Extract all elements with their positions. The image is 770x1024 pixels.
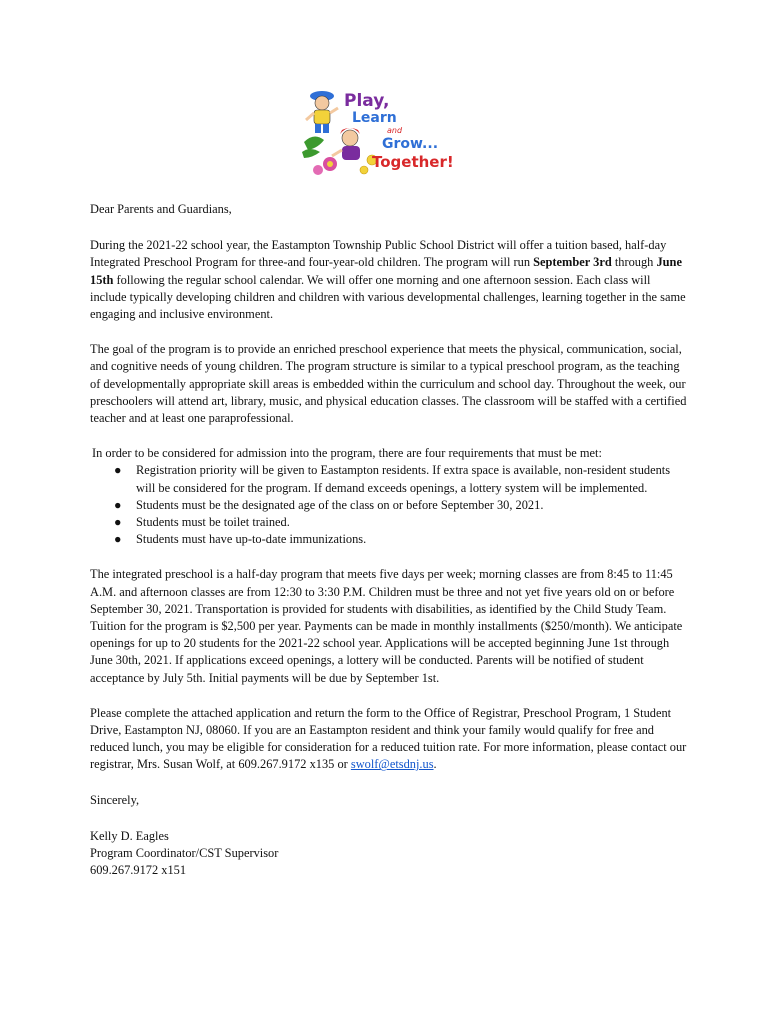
list-item [90, 497, 690, 514]
bullet-icon: ● [114, 515, 122, 530]
kids-illustration-icon [300, 90, 470, 180]
p1-text-c: following the regular school calendar. We will offer one morning and one afternoon session. Each class will include typically developing children and children with various developmental challenges, learning together in the same engaging and inclusive environment. [90, 272, 686, 322]
bullet-icon: ● [114, 463, 122, 478]
end-date: June 15th [90, 255, 682, 287]
letter-body [90, 201, 690, 880]
p1-text-a: During the 2021-22 school year, the Eastampton Township Public School District will offer a tuition based, half-day Integrated Preschool Program for three-and four-year-old children. The program will run [90, 238, 667, 270]
start-date: September 3rd [533, 255, 612, 270]
requirements-list [90, 462, 690, 548]
p1-text-b: through [611, 255, 657, 270]
salutation: Dear Parents and Guardians, [90, 202, 232, 216]
list-item [90, 514, 690, 531]
list-item [90, 462, 690, 496]
p4-text-a: Please complete the attached application and return the form to the Office of Registrar, Preschool Program, 1 Student Drive, Eastampton NJ, 08060. If you are an Eastampton resident and think your family would qualify for free and reduced lunch, you may be eligible for consideration for a reduced tuition rate. For more information, please contact our registrar, Mrs. Susan Wolf, at 609.267.9172 x135 or [90, 705, 687, 772]
preschool-logo [300, 90, 470, 180]
p4-text-b: . [433, 757, 437, 772]
paragraph-application-contact [90, 705, 690, 774]
logo-text-together: Together! [372, 153, 454, 171]
list-item [90, 531, 690, 548]
logo-text-and: and [387, 126, 403, 135]
signer-title: Program Coordinator/CST Supervisor [90, 846, 279, 861]
closing: Sincerely, [90, 792, 140, 807]
signer-name: Kelly D. Eagles [90, 828, 169, 843]
paragraph-program-overview [90, 237, 690, 323]
paragraph-schedule-tuition: The integrated preschool is a half-day program that meets five days per week; morning classes are from 8:45 to 11:45 A.M. and afternoon classes are from 12:30 to 3:30 P.M. Children must be three and not yet five years old on or before September 30, 2021. Transportation is provided for students with disabilities, as identified by the Child Study Team. Tuition for the program is $2,500 per year. Payments can be made in monthly installments ($250/month). We anticipate openings for up to 20 students for the 2021-22 school year. Applications will be accepted beginning June 1st through June 30th, 2021. If applications exceed openings, a lottery will be conducted. Parents will be notified of student acceptance by July 5th. Initial payments will be due by September 1st. [90, 567, 683, 685]
bullet-icon: ● [114, 497, 122, 512]
logo-text-learn: Learn [352, 110, 397, 126]
logo-text-grow: Grow... [382, 136, 439, 152]
paragraph-program-goal: The goal of the program is to provide an enriched preschool experience that meets the physical, communication, social, and cognitive needs of young children. The program structure is similar to a typical preschool program, as the teaching of developmentally appropriate skill areas is embedded within the curriculum and school day. Throughout the week, our preschoolers will attend art, library, music, and physical education classes. The classroom will be staffed with a certified teacher and at least one paraprofessional. [90, 342, 687, 426]
requirement-text: Students must have up-to-date immunizations. [136, 532, 367, 547]
bullet-icon: ● [114, 532, 122, 547]
requirement-text: Students must be the designated age of the class on or before September 30, 2021. [136, 497, 544, 512]
requirement-text: Students must be toilet trained. [136, 515, 290, 530]
requirements-intro: In order to be considered for admission into the program, there are four requirements that must be met: [92, 446, 602, 461]
logo-text-play: Play, [344, 91, 390, 111]
registrar-email-link[interactable]: swolf@etsdnj.us [350, 757, 434, 772]
signer-phone: 609.267.9172 x151 [90, 863, 187, 878]
requirement-text: Registration priority will be given to Eastampton residents. If extra space is available, non-resident students will be considered for the program. If demand exceeds openings, a lottery system will be implemented. [136, 463, 671, 495]
